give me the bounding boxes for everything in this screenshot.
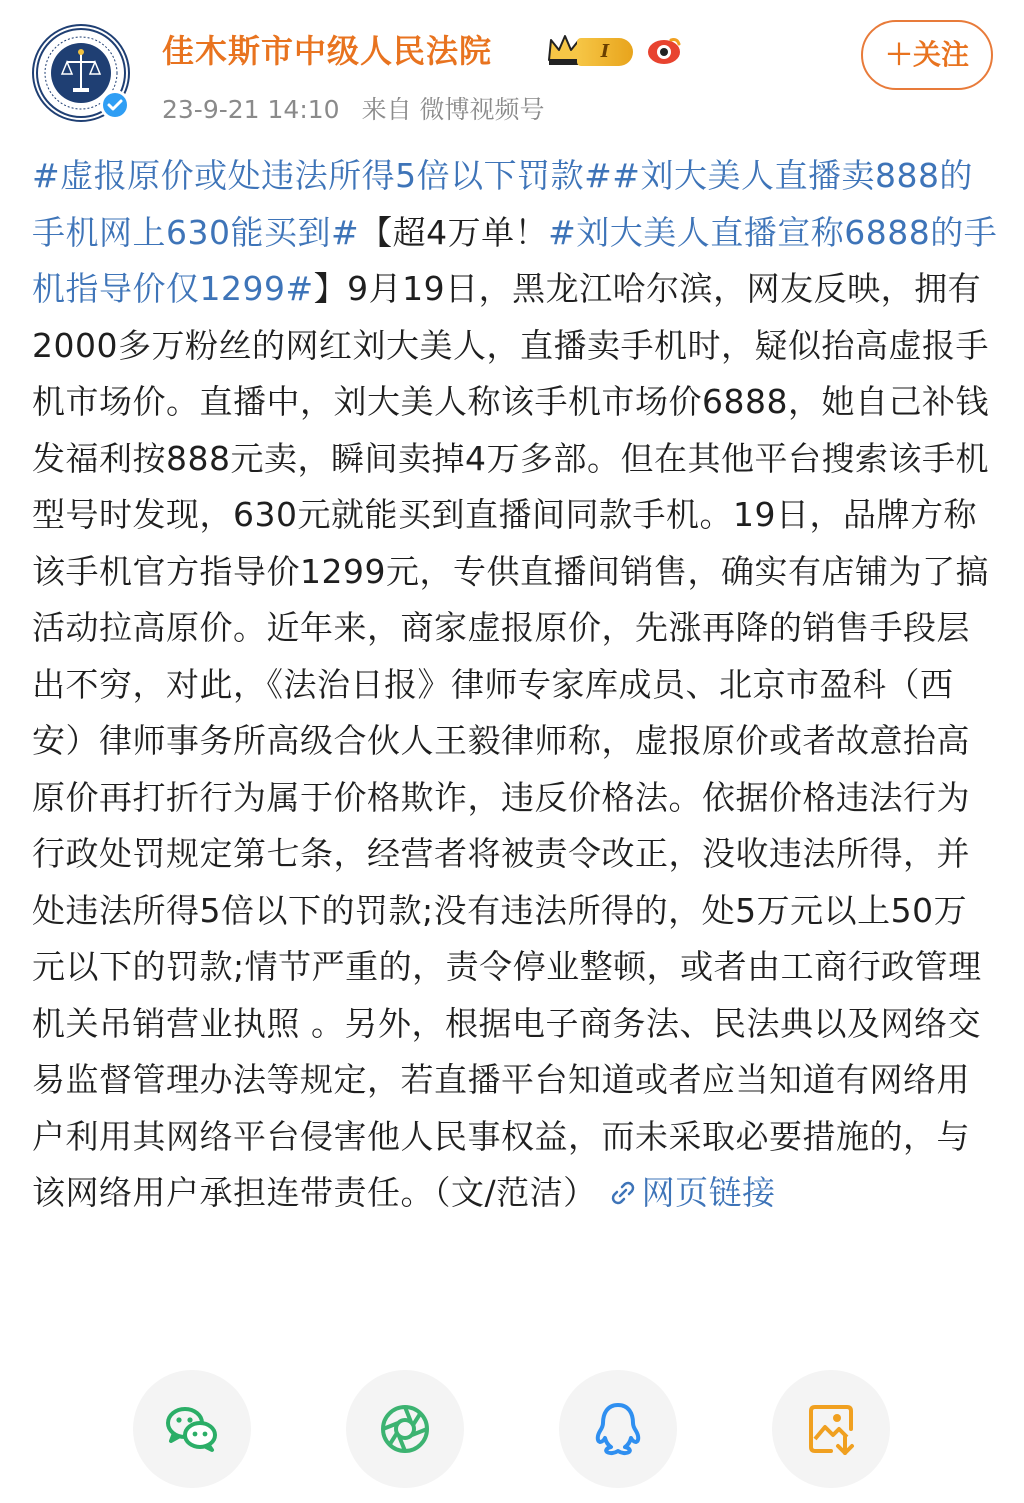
- hashtag-link[interactable]: #刘大美人直播卖888的手机网上630能买到#: [32, 156, 973, 252]
- web-link[interactable]: [608, 1173, 776, 1212]
- verified-badge-icon: [100, 90, 130, 120]
- author-name[interactable]: 佳木斯市中级人民法院: [162, 32, 493, 70]
- share-qq-button[interactable]: [559, 1370, 677, 1488]
- share-moments-button[interactable]: [346, 1370, 464, 1488]
- follow-button[interactable]: ＋关注: [861, 20, 993, 90]
- post-text: [32, 148, 1000, 1222]
- save-image-button[interactable]: [772, 1370, 890, 1488]
- post-meta: [162, 90, 545, 126]
- post-text-segment: 【超4万单！: [359, 212, 549, 252]
- post-text-segment: 】9月19日，黑龙江哈尔滨，网友反映，拥有2000多万粉丝的网红刘大美人，直播卖手机时，疑似抬高虚报手机市场价。直播中，刘大美人称该手机市场价6888，她自己补钱发福利按888元卖，瞬间卖掉4万多部。但在其他平台搜索该手机型号时发现，630元就能买到直播间同款手机。19日，品牌方称该手机官方指导价1299元，专供直播间销售，确实有店铺为了搞活动拉高原价。近年来，商家虚报原价，先涨再降的销售手段层出不穷，对此，《法治日报》律师专家库成员、北京市盈科（西安）律师事务所高级合伙人王毅律师称，虚报原价或者故意抬高原价再打折行为属于价格欺诈，违反价格法。依据价格违法行为行政处罚规定第七条，经营者将被责令改正，没收违法所得，并处违法所得5倍以下的罚款;没有违法所得的，处5万元以上50万元以下的罚款;情节严重的，责令停业整顿，或者由工商行政管理机关吊销营业执照 。另外，根据电子商务法、民法典以及网络交易监督管理办法等规定，若直播平台知道或者应当知道有网络用户利用其网络平台侵害他人民事权益，而未采取必要措施的，与该网络用户承担连带责任。（文/范洁）: [32, 269, 989, 1212]
- moments-icon: [375, 1399, 435, 1459]
- wechat-icon: [162, 1399, 222, 1459]
- post-source[interactable]: 来自 微博视频号: [361, 95, 545, 124]
- level-badge[interactable]: I: [577, 38, 633, 66]
- qq-icon: [588, 1399, 648, 1459]
- share-bar: [0, 1370, 1024, 1503]
- hashtag-link[interactable]: #刘大美人直播宣称6888的手机指导价仅1299#: [32, 212, 998, 308]
- hashtag-link[interactable]: #虚报原价或处违法所得5倍以下罚款#: [32, 156, 613, 195]
- web-link-label: 网页链接: [641, 1173, 776, 1212]
- link-icon: [608, 1178, 638, 1208]
- weibo-eye-icon: [645, 34, 683, 68]
- post-header: [0, 0, 1024, 140]
- post-timestamp: 23-9-21 14:10: [162, 95, 340, 124]
- share-wechat-button[interactable]: [133, 1370, 251, 1488]
- save-image-icon: [801, 1399, 861, 1459]
